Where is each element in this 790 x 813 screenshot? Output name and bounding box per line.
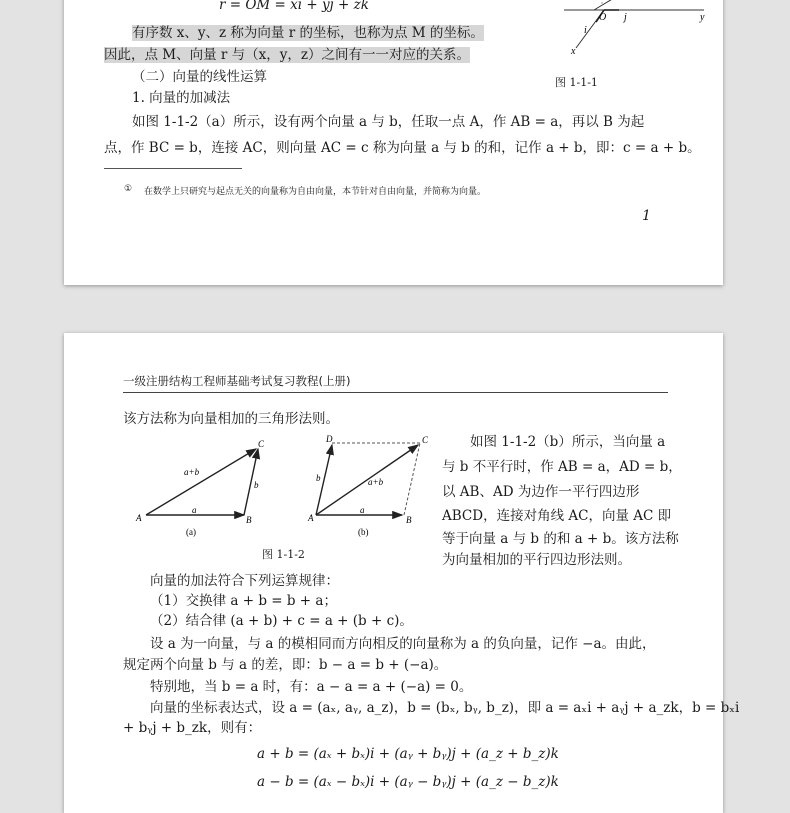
footnote-text: 在数学上只研究与起点无关的向量称为自由向量，本节针对自由向量，并简称为向量。 — [144, 187, 487, 197]
coordinate-expression-line-2: + bᵧj + b_zk，则有： — [123, 720, 262, 736]
triangle-rule-line: 该方法称为向量相加的三角形法则。 — [123, 411, 339, 427]
fig-a-label-b: b — [254, 480, 259, 490]
fig-b-point-d: D — [326, 434, 333, 444]
label-j: j — [624, 12, 627, 23]
fig-a-caption: (a) — [186, 527, 196, 537]
paragraph-2-line-1: 如图 1-1-2（a）所示，设有两个向量 a 与 b，任取一点 A，作 AB = a，再以 B 为起 — [132, 114, 645, 130]
fig-a-label-a: a — [192, 505, 197, 515]
right-col-line-6: 为向量相加的平行四边形法则。 — [442, 552, 631, 568]
rules-intro: 向量的加法符合下列运算规律： — [150, 573, 339, 589]
fig-a-label-sum: a+b — [184, 467, 200, 477]
footnote-marker: ① — [124, 184, 133, 194]
fig-b-caption: (b) — [358, 527, 369, 537]
footnote-divider — [104, 168, 242, 169]
right-col-line-1: 如图 1-1-2（b）所示，当向量 a — [470, 434, 666, 450]
rule-associative: （2）结合律 (a + b) + c = a + (b + c)。 — [150, 613, 413, 629]
paragraph-1-line-2: 因此，点 M、向量 r 与（x，y，z）之间有一一对应的关系。 — [104, 47, 471, 63]
right-col-line-2: 与 b 不平行时，作 AB = a，AD = b， — [442, 459, 682, 475]
fig-b-label-b: b — [316, 473, 321, 483]
paragraph-1-line-1: 有序数 x、y、z 称为向量 r 的坐标，也称为点 M 的坐标。 — [132, 25, 484, 41]
figure-1-1-1 — [504, 0, 724, 70]
fig-a-point-c: C — [258, 439, 265, 449]
fig-b-label-sum: a+b — [368, 477, 384, 487]
formula-top: r = OM = xi + yj + zk — [219, 0, 369, 13]
right-col-line-4: ABCD，连接对角线 AC，向量 AC 即 — [442, 508, 672, 524]
right-col-line-3: 以 AB、AD 为边作一平行四边形 — [442, 484, 640, 500]
page-number: 1 — [642, 208, 651, 224]
coordinate-expression-line-1: 向量的坐标表达式，设 a = (aₓ, aᵧ, a_z)，b = (bₓ, bᵧ, b_z)，即 a = aₓi + aᵧj + a_zk，b = bₓi — [150, 700, 740, 716]
figure-1-1-2-b — [306, 433, 441, 543]
right-col-line-5: 等于向量 a 与 b 的和 a + b。该方法称 — [442, 531, 679, 547]
figure-1-1-2-a — [134, 433, 274, 543]
label-o: O — [599, 12, 607, 23]
figure-1-1-1-caption: 图 1-1-1 — [555, 76, 598, 89]
label-y: y — [700, 12, 705, 23]
vector-sum-arrow — [146, 449, 256, 515]
fig-a-point-b: B — [246, 515, 252, 525]
label-i: i — [584, 25, 587, 36]
special-case-line: 特别地，当 b = a 时，有：a − a = a + (−a) = 0。 — [150, 679, 473, 695]
header-rule — [123, 392, 668, 393]
equation-sum: a + b = (aₓ + bₓ)i + (aᵧ + bᵧ)j + (a_z + b_z)k — [257, 746, 559, 762]
negative-vector-line-1: 设 a 为一向量，与 a 的模相同而方向相反的向量称为 a 的负向量，记作 −a。由此， — [150, 636, 656, 652]
subsection-heading: 1. 向量的加减法 — [132, 90, 231, 106]
fig-b-label-a: a — [360, 505, 365, 515]
equation-difference: a − b = (aₓ − bₓ)i + (aᵧ − bᵧ)j + (a_z − b_z)k — [257, 774, 559, 790]
axis-z-line — [594, 0, 644, 10]
rule-commutative: （1）交换律 a + b = b + a； — [150, 593, 337, 609]
section-heading: （二）向量的线性运算 — [132, 69, 267, 85]
vector-ac-arrow — [316, 445, 418, 515]
figure-1-1-2-caption: 图 1-1-2 — [262, 548, 305, 561]
fig-b-point-b: B — [406, 515, 412, 525]
label-x: x — [571, 46, 576, 57]
page-2 — [64, 333, 740, 813]
fig-b-point-a: A — [308, 513, 314, 523]
page-1 — [64, 0, 723, 285]
running-header: 一级注册结构工程师基础考试复习教程(上册) — [123, 374, 351, 388]
fig-a-point-a: A — [136, 513, 142, 523]
fig-b-point-c: C — [422, 435, 429, 445]
paragraph-2-line-2: 点，作 BC = b，连接 AC，则向量 AC = c 称为向量 a 与 b 的和，记作 a + b，即：c = a + b。 — [104, 140, 701, 156]
negative-vector-line-2: 规定两个向量 b 与 a 的差，即：b − a = b + (−a)。 — [123, 657, 448, 673]
